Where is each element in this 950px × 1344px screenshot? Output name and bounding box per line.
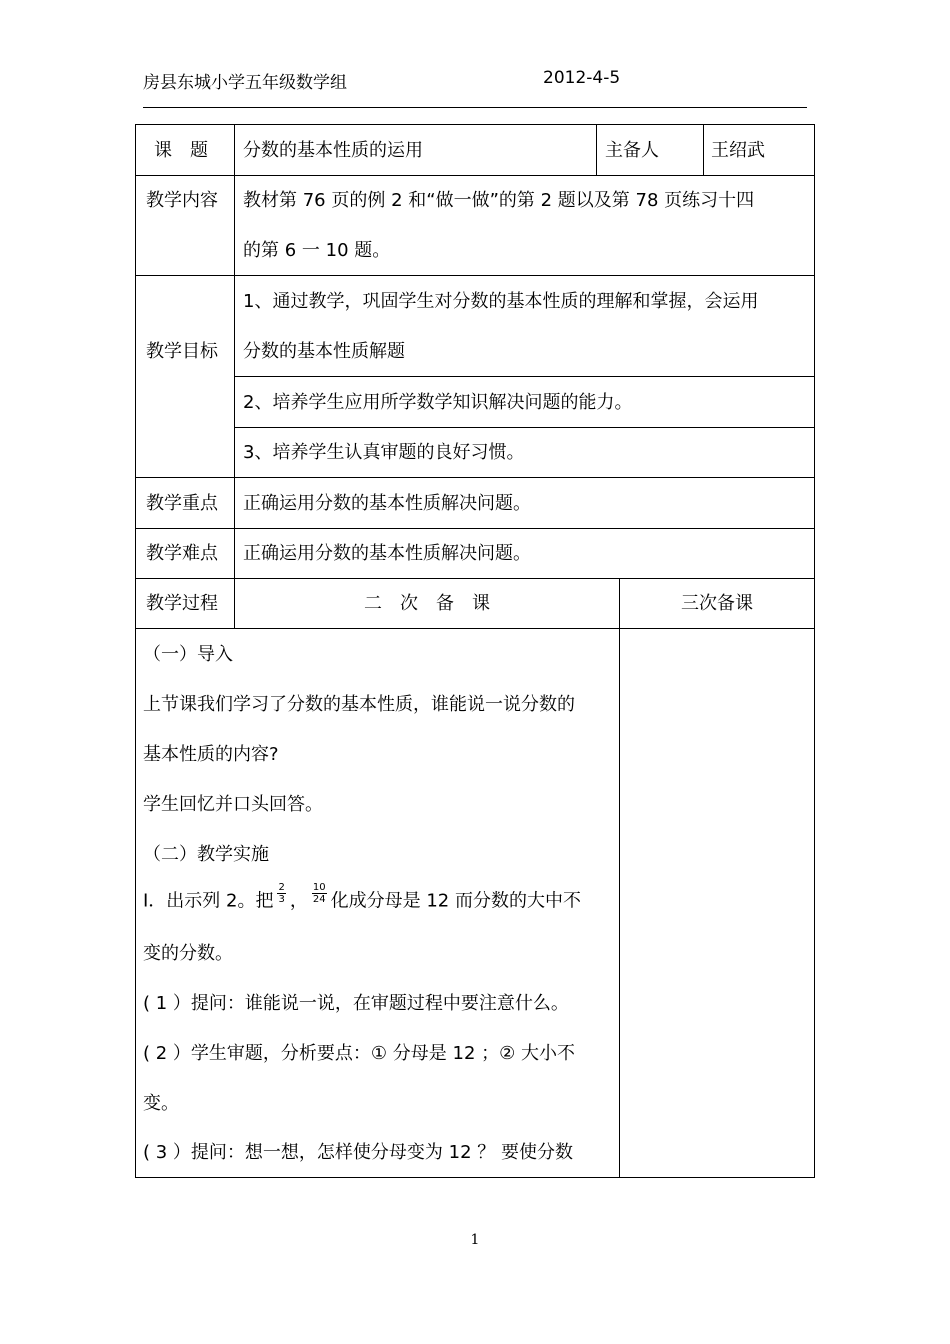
header-school: 房县东城小学五年级数学组 [143,73,347,93]
step-1: ( 1 ）提问：谁能说一说，在审题过程中要注意什么。 [143,993,569,1014]
intro-line-3: 学生回忆并口头回答。 [143,794,323,815]
page-number: 1 [470,1232,480,1248]
header-date: 2012-4-5 [543,68,621,88]
preparer-label: 主备人 [605,140,659,161]
third-prep-label: 三次备课 [681,593,753,614]
topic-value: 分数的基本性质的运用 [243,140,423,161]
content-line-2: 的第 6 一 10 题。 [243,240,391,261]
fraction-2-denominator: 24 [312,894,326,905]
intro-line-1: 上节课我们学习了分数的基本性质，谁能说一说分数的 [143,694,575,715]
intro-line-2: 基本性质的内容? [143,744,279,765]
third-prep-body-cell [619,628,815,1178]
step-2-line-2: 变。 [143,1093,179,1114]
content-label: 教学内容 [146,190,218,211]
difficulty-value: 正确运用分数的基本性质解决问题。 [243,543,531,564]
key-label: 教学重点 [146,493,218,514]
fraction-two-thirds [277,882,285,905]
example-prefix: Ⅰ．出示列 2。把 [143,890,274,912]
difficulty-label: 教学难点 [146,543,218,564]
topic-label: 课 题 [154,140,208,161]
goal-2: 2、培养学生应用所学数学知识解决问题的能力。 [243,392,633,413]
second-prep-label: 二 次 备 课 [364,593,490,614]
step-3: ( 3 ）提问：想一想，怎样使分母变为 12 ？ 要使分数 [143,1142,573,1163]
goals-label-cell [135,275,235,478]
fraction-1-numerator: 2 [278,882,285,893]
goal-1-line-2: 分数的基本性质解题 [243,341,405,362]
key-value: 正确运用分数的基本性质解决问题。 [243,493,531,514]
goal-3: 3、培养学生认真审题的良好习惯。 [243,442,525,463]
process-label: 教学过程 [146,593,218,614]
goal-1-line-1: 1、通过教学，巩固学生对分数的基本性质的理解和掌握，会运用 [243,291,759,312]
fraction-ten-twentyfourths [312,882,327,905]
example-line-2: 变的分数。 [143,943,233,964]
example-line-1 [143,882,581,913]
preparer-value: 王绍武 [711,140,765,161]
fraction-2-numerator: 10 [312,882,326,893]
example-separator: ， [289,890,308,912]
goals-label: 教学目标 [146,341,218,362]
example-suffix: 化成分母是 12 而分数的大中不 [330,890,581,912]
step-2-line-1: ( 2 ）学生审题，分析要点：① 分母是 12 ；② 大小不 [143,1043,575,1064]
fraction-1-denominator: 3 [278,894,285,905]
intro-heading: （一）导入 [143,644,233,665]
header-divider [143,107,807,108]
content-line-1: 教材第 76 页的例 2 和“做一做”的第 2 题以及第 78 页练习十四 [243,190,755,211]
impl-heading: （二）教学实施 [143,844,269,865]
